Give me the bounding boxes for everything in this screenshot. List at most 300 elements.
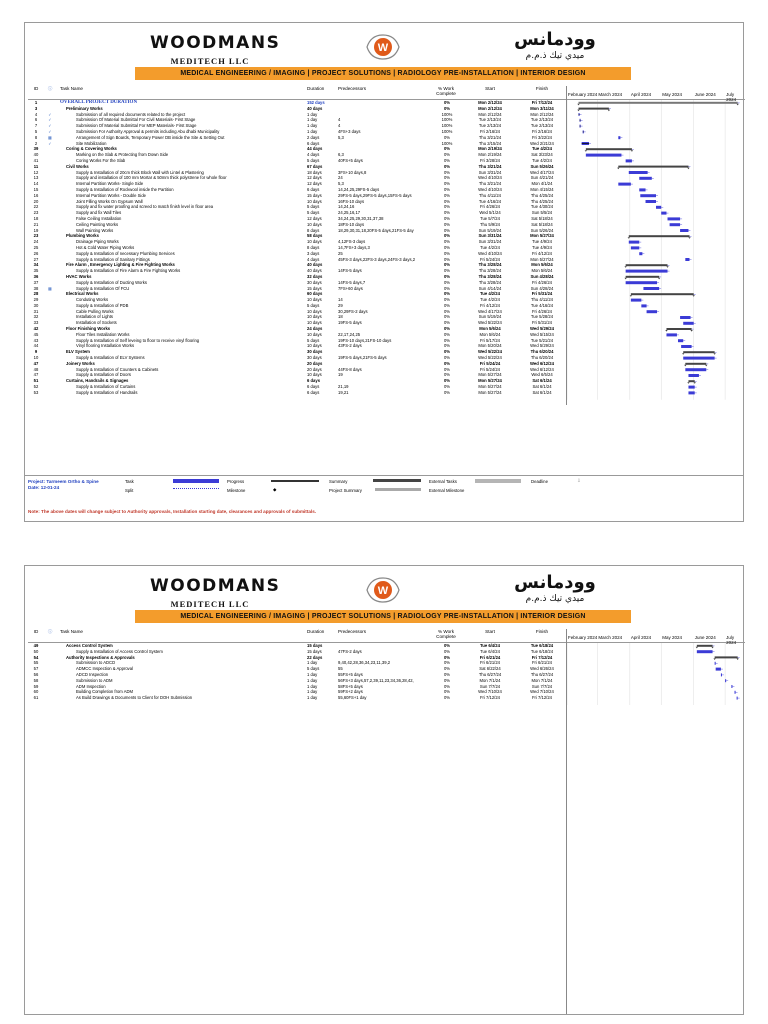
task-bar[interactable] [639, 177, 652, 180]
task-duration: 10 days [307, 221, 322, 227]
task-id: 61 [33, 695, 39, 701]
task-pct-complete: 0% [443, 279, 451, 285]
summary-end-marker [736, 104, 738, 106]
task-finish: Tue 4/2/24 [532, 157, 552, 163]
task-bar[interactable] [661, 212, 666, 215]
task-pct-complete: 0% [443, 695, 451, 701]
task-pct-complete: 0% [443, 239, 451, 245]
task-duration: 5 days [307, 157, 320, 163]
summary-end-marker [631, 150, 633, 152]
task-start: Tue 4/2/24 [480, 291, 500, 297]
company-emblem-icon [363, 33, 403, 61]
task-start: Wed 4/17/24 [478, 308, 502, 314]
task-start: Tue 4/2/24 [480, 244, 500, 250]
task-id: 8 [34, 134, 38, 140]
task-bar[interactable] [680, 316, 690, 319]
task-name: Access Control System [66, 643, 113, 648]
task-pct-complete: 0% [443, 105, 451, 111]
task-predecessors: 5,3 [338, 181, 344, 187]
task-duration: 22 days [307, 654, 323, 660]
summary-bar[interactable] [579, 108, 609, 110]
task-id: 38 [33, 285, 39, 291]
task-duration: 60 days [307, 291, 323, 297]
summary-bar[interactable] [626, 276, 660, 278]
task-predecessors: 7FS+60 days [338, 285, 363, 291]
summary-bar[interactable] [626, 264, 668, 266]
task-id: 51 [33, 378, 39, 384]
task-id: 10 [33, 355, 39, 361]
company-subname-ar: ميدي تيك ذ.م.م [525, 51, 585, 61]
summary-bar[interactable] [715, 656, 738, 658]
company-subname-en: MEDITECH LLC [170, 56, 250, 66]
task-name: Supply and fix water proofing and screed to match finish level in floor area [76, 204, 214, 210]
summary-end-marker [666, 266, 668, 268]
task-id: 12 [33, 169, 39, 175]
task-finish: Wed 5/29/24 [530, 326, 554, 332]
gantt-chart [566, 629, 745, 1014]
task-id: 14 [33, 181, 39, 187]
task-start: Tue 2/13/24 [478, 117, 502, 123]
task-predecessors: 14 [338, 297, 343, 303]
task-start: Wed 5/1/24 [479, 210, 501, 216]
summary-end-marker [585, 150, 587, 152]
task-start: Sun 7/7/24 [479, 683, 501, 689]
task-name: Submission Of Material Submittal For MEP Materials- First Stage [76, 123, 197, 129]
task-pct-complete: 0% [443, 169, 451, 175]
task-start: Thu 3/21/24 [478, 163, 502, 169]
task-name: Supply & Installation of Handrails [76, 389, 138, 395]
summary-bar[interactable] [629, 235, 690, 237]
task-bar[interactable] [737, 697, 738, 700]
task-bar[interactable] [626, 270, 668, 273]
task-id: 47 [33, 372, 39, 378]
summary-bar[interactable] [683, 351, 714, 353]
task-start: Mon 5/27/24 [478, 372, 502, 378]
task-bar[interactable] [641, 304, 646, 307]
task-finish: Wed 5/29/24 [530, 343, 554, 349]
task-start: Fri 2/16/24 [479, 128, 501, 134]
task-start: Mon 5/6/24 [479, 331, 501, 337]
legend-external-milestone-label: External Milestone [429, 488, 465, 493]
task-start: Mon 5/27/24 [478, 384, 502, 390]
task-pct-complete: 0% [443, 146, 451, 152]
task-id: 11 [33, 163, 39, 169]
task-bar[interactable] [697, 650, 713, 653]
task-bar[interactable] [631, 299, 641, 302]
task-pct-complete: 0% [443, 152, 451, 158]
task-bar[interactable] [656, 206, 661, 209]
summary-bar[interactable] [586, 148, 632, 150]
col-indicator-icon: ⓘ [47, 629, 53, 634]
task-start: Sat 6/22/24 [479, 666, 501, 672]
company-logo-ar [495, 29, 615, 61]
task-name: Wall Painting Works [76, 227, 114, 233]
task-id: 45 [33, 331, 39, 337]
task-bar[interactable] [725, 679, 726, 682]
task-pct-complete: 0% [443, 366, 451, 372]
task-predecessors: 14,24,25,29FS-5 days [338, 186, 380, 192]
progress-bar [580, 126, 581, 127]
task-duration: 20 days [307, 360, 323, 366]
task-finish: Wed 7/10/24 [530, 689, 554, 695]
task-row[interactable] [28, 390, 566, 396]
task-bar[interactable] [721, 673, 722, 676]
task-finish: Mon 4/15/24 [530, 186, 554, 192]
task-bar[interactable] [680, 229, 688, 232]
task-start: Fri 4/12/24 [479, 302, 501, 308]
task-id: 33 [33, 320, 39, 326]
task-predecessors: 19 [338, 372, 343, 378]
task-pct-complete: 0% [443, 268, 451, 274]
task-bar[interactable] [639, 252, 642, 255]
task-start: Fri 5/17/24 [479, 337, 501, 343]
task-bar[interactable] [639, 188, 645, 191]
task-id: 1 [34, 100, 38, 105]
task-start: Fri 5/24/24 [479, 366, 501, 372]
task-finish: Fri 4/12/24 [531, 250, 553, 256]
task-name: Supply & Installation of Ducting Works [76, 279, 147, 285]
task-duration: 12 days [307, 215, 322, 221]
task-bar[interactable] [683, 357, 714, 360]
task-bar[interactable] [626, 281, 657, 284]
task-bar[interactable] [647, 310, 657, 313]
task-pct-complete: 0% [443, 643, 451, 648]
task-name: ELV System [66, 349, 90, 355]
legend-deadline-label: Deadline [531, 479, 548, 484]
task-name: Supply & Installation of Curtains [76, 384, 136, 390]
task-bar[interactable] [643, 287, 659, 290]
svg-text:W: W [377, 585, 389, 597]
task-name: Marking on the Slab & Protecting from Down Side [76, 152, 169, 158]
summary-end-marker [682, 353, 684, 355]
task-id: 6 [34, 117, 38, 123]
task-duration: 6 days [307, 378, 321, 384]
task-pct-complete: 0% [443, 389, 451, 395]
task-name: Supply & Installation of 20cm thick Block Wall with Lintel & Plastering [76, 169, 204, 175]
task-bar[interactable] [618, 136, 620, 139]
task-id: 37 [33, 279, 39, 285]
task-id: 34 [33, 262, 39, 268]
task-start: Sun 3/31/24 [478, 169, 502, 175]
summary-end-marker [665, 330, 667, 332]
task-id: 18 [33, 215, 39, 221]
task-duration: 20 days [307, 366, 322, 372]
task-duration: 6 days [307, 140, 320, 146]
task-name: Submission to ADM [76, 677, 113, 683]
task-id: 35 [33, 268, 39, 274]
task-duration: 4 days [307, 256, 320, 262]
task-duration: 58 days [307, 233, 323, 239]
task-predecessors: 18FS-10 days [338, 221, 365, 227]
task-name: Ceiling Painting Works [76, 221, 119, 227]
task-bar[interactable] [716, 668, 721, 671]
task-duration: 18 days [307, 169, 322, 175]
task-predecessors: 25 [338, 250, 343, 256]
task-predecessors: 9,40,42,28,36,34,23,11,39,2 [338, 660, 391, 666]
task-finish: Mon 5/27/24 [530, 256, 554, 262]
task-table [28, 629, 566, 701]
task-pct-complete: 0% [443, 360, 451, 366]
task-bar[interactable] [640, 194, 656, 197]
task-start: Sun 4/14/24 [478, 285, 502, 291]
task-bar[interactable] [688, 386, 694, 389]
task-name: Electrical Works [66, 291, 99, 297]
task-id: 42 [33, 326, 39, 332]
task-duration: 40 days [307, 105, 323, 111]
progress-bar [583, 132, 584, 133]
task-id: 43 [33, 337, 39, 343]
task-bar[interactable] [646, 200, 656, 203]
task-id: 20 [33, 198, 39, 204]
task-bar[interactable] [688, 374, 698, 377]
company-name-ar: وودمانس [514, 29, 596, 50]
task-predecessors: 19,21 [338, 389, 349, 395]
task-finish: Wed 2/21/24 [530, 140, 554, 146]
task-name: ADMCC Inspection & Approval [76, 666, 134, 672]
summary-end-marker [687, 168, 689, 170]
task-pct-complete: 100% [441, 128, 453, 134]
task-name: Submission to ADCD [76, 660, 116, 666]
task-name: Supply & Installation of Counters & Cabinets [76, 366, 159, 372]
company-name-ar: وودمانس [514, 572, 596, 593]
task-start: Mon 7/1/24 [479, 677, 501, 683]
summary-end-marker [713, 353, 715, 355]
task-name: As Build Drawings & Documents to Client for DOH Submission [76, 695, 193, 701]
task-predecessors: 18,29,30,31,18,20FS-5 days,21FS-5 day [338, 227, 414, 233]
task-pct-complete: 0% [443, 297, 451, 303]
task-bar[interactable] [681, 345, 691, 348]
legend-task-label: Task [125, 479, 134, 484]
task-start: Wed 5/22/24 [478, 355, 502, 361]
col-id: ID [33, 86, 39, 91]
col-indicator-icon: ⓘ [47, 86, 53, 91]
task-id: 7 [34, 123, 38, 129]
task-name: HVAC Works [66, 273, 92, 279]
task-name: Supply & Installation of Sanitary Fittings [76, 256, 150, 262]
task-start: Fri 4/26/24 [479, 204, 501, 210]
task-bar[interactable] [586, 154, 622, 157]
task-pct-complete: 0% [443, 221, 451, 227]
task-bar[interactable] [685, 258, 689, 261]
task-predecessors: 19FS-5 days,21FS-5 days [338, 355, 387, 361]
task-bar[interactable] [666, 333, 676, 336]
task-duration: 1 day [307, 128, 318, 134]
company-logo-en [150, 33, 281, 66]
task-start: Fri 5/24/24 [479, 256, 501, 262]
task-pct-complete: 0% [443, 308, 451, 314]
task-id: 29 [33, 297, 39, 303]
task-finish: Wed 4/17/24 [530, 169, 554, 175]
task-id: 44 [33, 343, 39, 349]
task-id: 32 [33, 314, 39, 320]
summary-bar[interactable] [697, 645, 713, 647]
project-date: Date: 12-01-24 [28, 485, 60, 490]
task-finish: Fri 7/12/24 [531, 695, 553, 701]
task-id: 59 [33, 683, 39, 689]
task-bar[interactable] [735, 691, 736, 694]
task-name: Curtains, Handrails & Signages [66, 378, 129, 384]
task-start: Fri 3/28/24 [479, 157, 501, 163]
task-start: Wed 4/10/24 [478, 186, 502, 192]
summary-end-marker [577, 104, 579, 106]
task-predecessors: 45FS-3 days,22FS-3 days,24FS-3 days,2 [338, 256, 416, 262]
task-table [28, 86, 566, 396]
task-bar[interactable] [629, 241, 639, 244]
task-bar[interactable] [626, 159, 632, 162]
task-predecessors: 24,25,16,17 [338, 210, 361, 216]
legend-project-summary-label: Project Summary [329, 488, 362, 493]
summary-end-marker [705, 365, 707, 367]
task-start: Wed 5/22/24 [478, 349, 502, 355]
task-predecessors: 59FS+2 days [338, 689, 363, 695]
task-finish: Tue 4/9/24 [532, 239, 552, 245]
task-id: 25 [33, 244, 39, 250]
task-predecessors: 4 [338, 117, 341, 123]
task-name: Civil Works [66, 163, 89, 169]
task-predecessors: 55 [338, 666, 343, 672]
task-start: Mon 2/12/24 [478, 105, 502, 111]
summary-bar[interactable] [688, 380, 694, 382]
task-predecessors: 30,29FS-2 days [338, 308, 368, 314]
task-start: Fri 7/12/24 [479, 695, 501, 701]
task-id: 48 [33, 366, 39, 372]
col-task-name: Task Name [60, 86, 83, 91]
task-pct-complete: 0% [443, 677, 451, 683]
task-pct-complete: 0% [443, 689, 451, 695]
task-pct-complete: 0% [443, 331, 451, 337]
task-predecessors: 55,60FS+1 day [338, 695, 367, 701]
task-name: Supply & Installation of Access Control System [76, 648, 163, 654]
task-bar[interactable] [629, 171, 648, 174]
task-bar[interactable] [715, 662, 716, 665]
task-start: Tue 2/13/24 [478, 123, 502, 129]
task-finish: Mon 4/1/24 [531, 181, 553, 187]
task-finish: Fri 4/26/24 [531, 308, 553, 314]
task-pct-complete: 0% [443, 227, 451, 233]
task-id: 56 [33, 671, 39, 677]
task-id: 24 [33, 239, 39, 245]
schedule-page-1 [24, 22, 744, 522]
task-pct-complete: 0% [443, 378, 451, 384]
summary-bar[interactable] [618, 166, 688, 168]
summary-end-marker [684, 365, 686, 367]
task-bar[interactable] [683, 322, 693, 325]
company-logo-ar [495, 572, 615, 604]
task-bar[interactable] [631, 246, 639, 249]
task-name: Conduting Works [76, 297, 109, 303]
task-indicator-icon: ✓ [48, 117, 52, 123]
timeline-month: July 2024 [726, 635, 737, 645]
task-id: 50 [33, 648, 39, 654]
col-finish: Finish [535, 629, 549, 634]
task-bar[interactable] [678, 339, 683, 342]
task-pct-complete: 0% [443, 134, 451, 140]
legend-milestone-label: Milestone [227, 488, 246, 493]
company-subname-ar: ميدي تيك ذ.م.م [525, 594, 585, 604]
task-start: Tue 4/2/24 [480, 297, 500, 303]
task-name: Building Completion from ADM [76, 689, 134, 695]
task-finish: Thu 4/25/24 [530, 198, 554, 204]
summary-end-marker [736, 658, 738, 660]
page-header [25, 23, 743, 88]
task-bar[interactable] [731, 685, 732, 688]
task-start: Mon 2/19/24 [478, 152, 502, 158]
task-name: Floor Tiles Installation Works [76, 331, 130, 337]
task-bar[interactable] [685, 368, 706, 371]
task-duration: 10 days [307, 314, 322, 320]
task-id: 27 [33, 256, 39, 262]
task-duration: 5 days [307, 337, 320, 343]
task-finish: Tue 2/13/24 [530, 117, 554, 123]
timeline-header [567, 629, 745, 643]
task-start: Thu 3/28/24 [478, 279, 502, 285]
task-bar[interactable] [618, 183, 631, 186]
summary-bar[interactable] [631, 293, 694, 295]
task-duration: 15 days [307, 192, 322, 198]
task-name: Submission Of Material Submittal For Civil Materials- First Stage [76, 117, 196, 123]
task-bar[interactable] [668, 217, 681, 220]
task-finish: Wed 5/15/24 [530, 331, 554, 337]
task-predecessors: 19FS-5 days [338, 320, 362, 326]
timeline-month: March 2024 [598, 635, 623, 640]
project-summary-bar[interactable] [579, 102, 738, 104]
task-predecessors: 24 [338, 175, 343, 181]
task-finish: Sun 4/21/24 [530, 175, 554, 181]
task-row[interactable] [28, 695, 566, 701]
col-id: ID [33, 629, 39, 634]
summary-bar[interactable] [666, 328, 691, 330]
legend-split-label: Split [125, 488, 134, 493]
task-predecessors: 3FS+10 days,8 [338, 169, 367, 175]
task-pct-complete: 0% [443, 660, 451, 666]
task-finish: Tue 4/16/24 [530, 302, 554, 308]
task-finish: Sat 3/23/24 [531, 152, 553, 158]
task-start: Wed 4/10/24 [478, 175, 502, 181]
project-info [28, 479, 99, 491]
legend-split-swatch [173, 488, 219, 489]
task-finish: Thu 6/27/24 [530, 671, 554, 677]
task-indicator-icon: ▦ [48, 134, 52, 140]
task-name: False Ceiling Installation [76, 215, 122, 221]
task-duration: 1 day [307, 695, 318, 701]
task-rows [28, 100, 566, 396]
task-name: Supply & Installation of ELV Systems [76, 355, 145, 361]
task-duration: 6 days [307, 389, 320, 395]
task-pct-complete: 0% [443, 100, 451, 105]
legend-milestone-icon: ◆ [273, 487, 277, 492]
timeline-month: February 2024 [568, 92, 598, 97]
task-predecessors: 18 [338, 314, 343, 320]
task-duration: 1 day [307, 123, 318, 129]
task-duration: 10 days [307, 198, 322, 204]
task-bar[interactable] [670, 223, 680, 226]
progress-bar [580, 120, 581, 121]
task-pct-complete: 0% [443, 163, 451, 169]
table-header [28, 86, 566, 100]
task-name: Submission of all required documents related to the project [76, 111, 186, 117]
company-logo-en [150, 576, 281, 609]
task-duration: 8 days [307, 244, 320, 250]
task-name: Supply & Installation of Doors [76, 372, 131, 378]
task-start: Thu 3/28/24 [478, 262, 502, 268]
summary-bar[interactable] [685, 363, 706, 365]
task-bar[interactable] [688, 391, 694, 394]
task-pct-complete: 0% [443, 285, 451, 291]
task-name: Drainage Piping Works [76, 239, 119, 245]
task-predecessors: 56FS+3 days,57,2,39,11,23,34,36,28,42, [338, 677, 414, 683]
table-header [28, 629, 566, 643]
task-start: Wed 7/10/24 [478, 689, 502, 695]
